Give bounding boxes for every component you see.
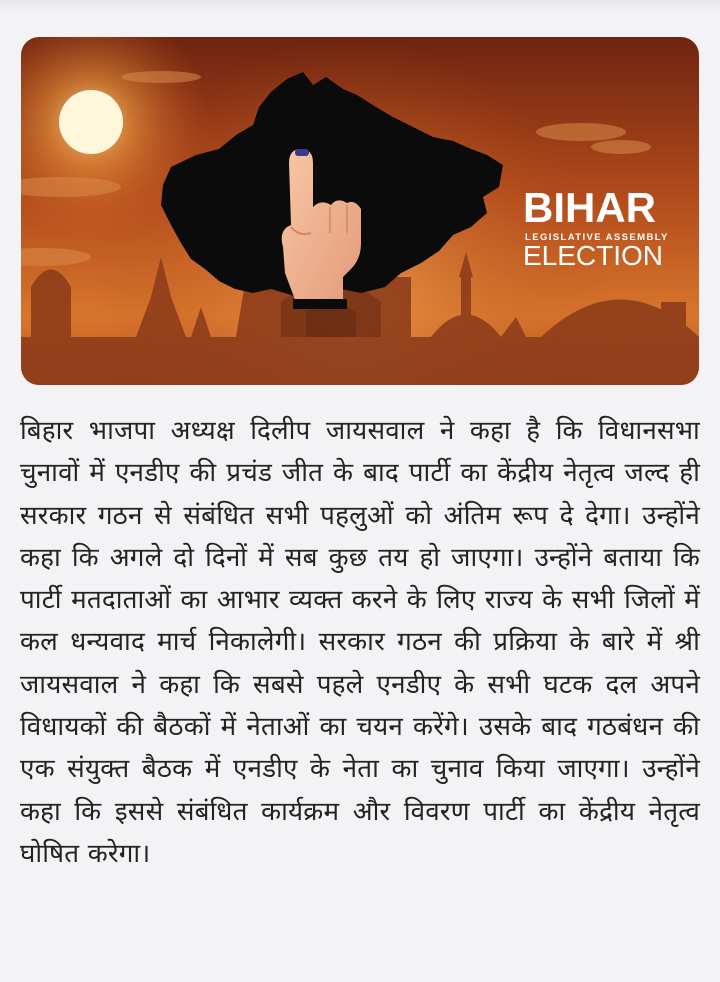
banner-illustration xyxy=(21,37,699,385)
article-body: बिहार भाजपा अध्यक्ष दिलीप जायसवाल ने कहा है कि विधानसभा चुनावों में एनडीए की प्रचंड जीत के बाद पार्टी का केंद्रीय नेतृत्व जल्द ही सरकार गठन से संबंधित सभी पहलुओं को अंतिम रूप दे देगा। उन्होंने कहा कि अगले दो दिनों में सब कुछ तय हो जाएगा। उन्होंने बताया कि पार्टी मतदाताओं का आभार व्यक्त करने के लिए राज्य के सभी जिलों में कल धन्यवाद मार्च निकालेगी। सरकार गठन की प्रक्रिया के बारे में श्री जायसवाल ने कहा कि सबसे पहले एनडीए के सभी घटक दल अपने विधायकों की बैठकों में नेताओं का चयन करेंगे। उसके बाद गठबंधन की एक संयुक्त बैठक में एनडीए के नेता का चुनाव किया जाएगा। उन्होंने कहा कि इससे संबंधित कार्यक्रम और विवरण पार्टी का केंद्रीय नेतृत्व घोषित करेगा। xyxy=(20,416,700,869)
sun-icon xyxy=(59,90,123,154)
top-edge-shadow xyxy=(0,0,720,12)
banner-title: BIHAR xyxy=(523,184,656,231)
election-banner-image xyxy=(21,37,699,385)
banner-tagline: ELECTION xyxy=(523,240,664,271)
banner-subtitle: LEGISLATIVE ASSEMBLY xyxy=(525,232,669,243)
